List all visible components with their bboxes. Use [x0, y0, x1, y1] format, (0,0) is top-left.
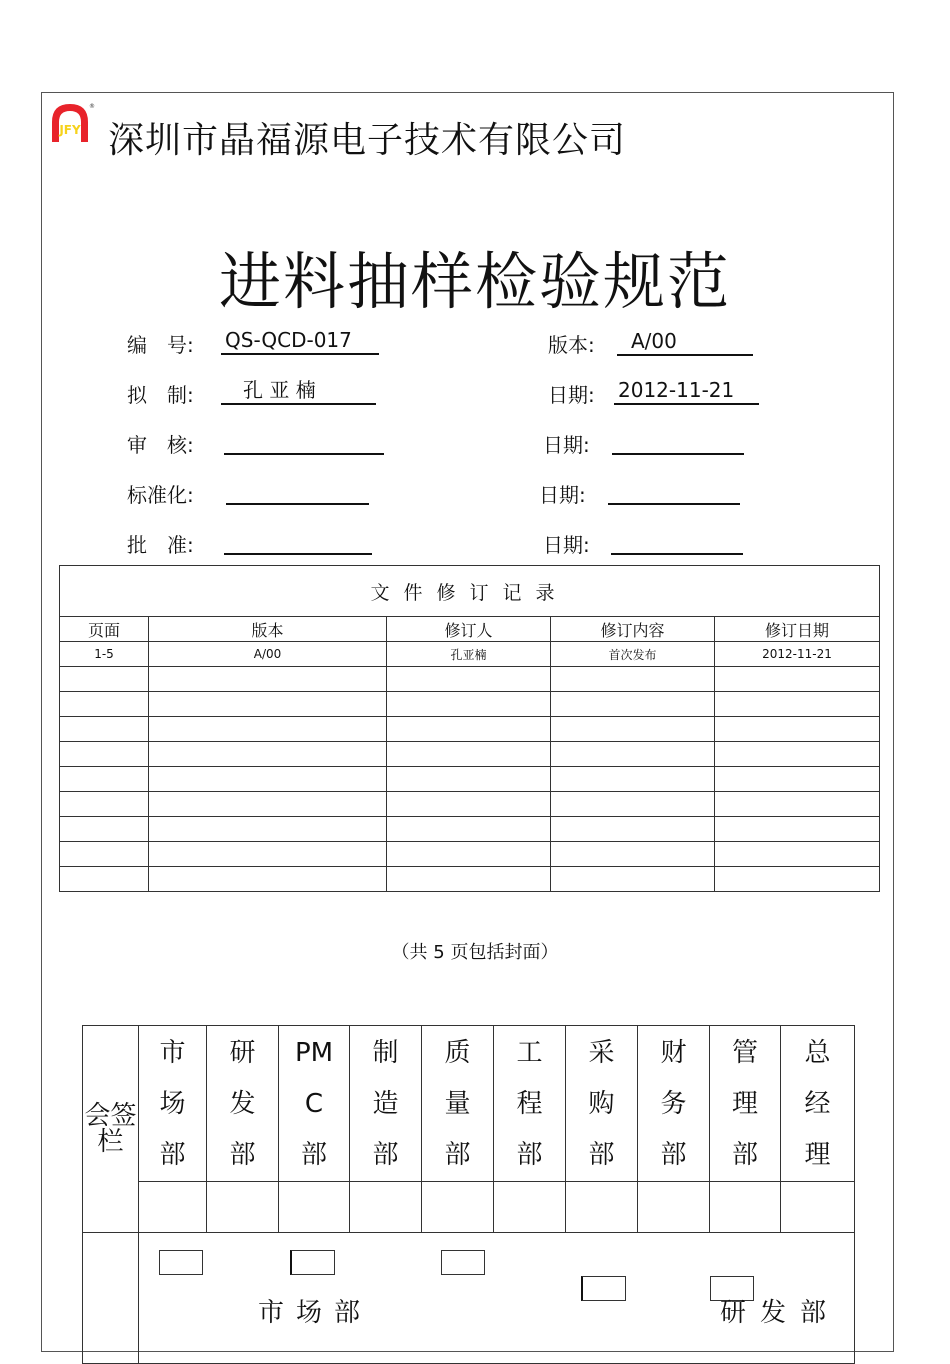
page-count-note: （共 5 页包括封面） — [391, 942, 559, 963]
checkbox[interactable] — [159, 1250, 203, 1275]
version-label: 版本: — [548, 333, 595, 357]
date1-field[interactable]: 2012-11-21 — [614, 377, 759, 405]
drafter-field[interactable]: 孔 亚 楠 — [221, 377, 376, 405]
header-page: 页面 — [60, 617, 149, 642]
signature-cell[interactable] — [494, 1182, 566, 1233]
table-cell — [551, 792, 715, 817]
signature-cell[interactable] — [710, 1182, 781, 1233]
logo-mark: JFY — [59, 123, 81, 137]
table-cell — [715, 792, 880, 817]
table-cell — [551, 767, 715, 792]
table-row — [60, 792, 880, 817]
table-row — [60, 642, 880, 667]
signature-cell[interactable] — [350, 1182, 422, 1233]
signature-cell[interactable] — [566, 1182, 638, 1233]
table-cell — [387, 692, 551, 717]
table-cell — [60, 792, 149, 817]
date4-field[interactable] — [611, 527, 743, 555]
table-cell — [715, 692, 880, 717]
table-cell — [149, 842, 387, 867]
jfy-logo-icon — [48, 100, 95, 146]
table-cell — [551, 817, 715, 842]
table-row — [60, 842, 880, 867]
table-row — [60, 717, 880, 742]
table-cell: 孔亚楠 — [387, 642, 551, 667]
table-cell — [60, 817, 149, 842]
table-row — [60, 817, 880, 842]
reviewer-field[interactable] — [224, 427, 384, 455]
signature-cell[interactable] — [279, 1182, 350, 1233]
table-cell — [715, 667, 880, 692]
standard-label: 标准化: — [127, 483, 194, 507]
table-cell — [715, 842, 880, 867]
table-cell — [715, 717, 880, 742]
table-cell — [149, 717, 387, 742]
table-cell — [149, 767, 387, 792]
dept-engineering: 工 程 部 — [494, 1026, 566, 1182]
table-cell — [551, 742, 715, 767]
dept-management: 管 理 部 — [710, 1026, 781, 1182]
header-date: 修订日期 — [715, 617, 880, 642]
registered-mark: ® — [89, 103, 95, 110]
distribution-label-marketing: 市场部 — [258, 1298, 373, 1328]
checkbox[interactable] — [581, 1276, 626, 1301]
table-cell — [387, 867, 551, 892]
distribution-label-rnd: 研发部 — [720, 1298, 841, 1328]
revision-table-title: 文件修订记录 — [60, 566, 880, 617]
reviewer-label: 审 核: — [127, 433, 194, 457]
table-row — [60, 742, 880, 767]
bottom-left-cell — [83, 1233, 139, 1364]
table-cell — [551, 867, 715, 892]
checkbox[interactable] — [441, 1250, 485, 1275]
dept-manufacturing: 制 造 部 — [350, 1026, 422, 1182]
date1-label: 日期: — [548, 383, 595, 407]
table-cell — [551, 667, 715, 692]
dept-rnd: 研 发 部 — [207, 1026, 279, 1182]
table-row — [60, 867, 880, 892]
approver-field[interactable] — [224, 527, 372, 555]
table-cell — [387, 767, 551, 792]
signature-cell[interactable] — [139, 1182, 207, 1233]
table-cell — [60, 667, 149, 692]
table-cell — [149, 692, 387, 717]
table-cell: 首次发布 — [551, 642, 715, 667]
table-row — [60, 692, 880, 717]
approver-label: 批 准: — [127, 533, 194, 557]
table-cell — [60, 692, 149, 717]
document-title: 进料抽样检验规范 — [218, 245, 731, 318]
signature-cell[interactable] — [638, 1182, 710, 1233]
table-cell — [60, 867, 149, 892]
table-cell — [551, 717, 715, 742]
header-reviser: 修订人 — [387, 617, 551, 642]
signature-cell[interactable] — [781, 1182, 855, 1233]
table-cell — [60, 842, 149, 867]
table-cell — [551, 842, 715, 867]
date3-label: 日期: — [539, 483, 586, 507]
signature-cell[interactable] — [422, 1182, 494, 1233]
header-content: 修订内容 — [551, 617, 715, 642]
signature-cell[interactable] — [207, 1182, 279, 1233]
dept-purchasing: 采 购 部 — [566, 1026, 638, 1182]
version-field[interactable]: A/00 — [617, 328, 753, 356]
standard-field[interactable] — [226, 477, 369, 505]
table-cell — [715, 817, 880, 842]
table-cell — [149, 867, 387, 892]
code-field[interactable]: QS-QCD-017 — [221, 327, 379, 355]
dept-general-manager: 总 经 理 — [781, 1026, 855, 1182]
table-cell: 1-5 — [60, 642, 149, 667]
revision-table — [59, 565, 880, 892]
table-cell — [60, 717, 149, 742]
table-cell — [60, 742, 149, 767]
table-cell — [149, 817, 387, 842]
table-cell: A/00 — [149, 642, 387, 667]
table-cell — [551, 692, 715, 717]
table-cell — [387, 742, 551, 767]
table-cell — [715, 767, 880, 792]
dept-pmc: PM C 部 — [279, 1026, 350, 1182]
table-row — [60, 667, 880, 692]
table-cell — [60, 767, 149, 792]
table-cell — [149, 667, 387, 692]
checkbox[interactable] — [290, 1250, 335, 1275]
table-cell — [715, 742, 880, 767]
table-cell — [149, 792, 387, 817]
header-version: 版本 — [149, 617, 387, 642]
date4-label: 日期: — [543, 533, 590, 557]
dept-finance: 财 务 部 — [638, 1026, 710, 1182]
date3-field[interactable] — [608, 477, 740, 505]
table-cell — [387, 792, 551, 817]
table-cell — [715, 867, 880, 892]
drafter-label: 拟 制: — [127, 383, 194, 407]
table-cell — [387, 667, 551, 692]
table-row — [60, 767, 880, 792]
table-cell — [387, 817, 551, 842]
dept-quality: 质 量 部 — [422, 1026, 494, 1182]
table-cell — [387, 717, 551, 742]
date2-label: 日期: — [543, 433, 590, 457]
code-label: 编 号: — [127, 333, 194, 357]
signoff-label: 会签栏 — [83, 1026, 139, 1233]
dept-marketing: 市 场 部 — [139, 1026, 207, 1182]
date2-field[interactable] — [612, 427, 744, 455]
table-cell — [387, 842, 551, 867]
company-name: 深圳市晶福源电子技术有限公司 — [108, 120, 627, 161]
table-cell — [149, 742, 387, 767]
table-cell: 2012-11-21 — [715, 642, 880, 667]
